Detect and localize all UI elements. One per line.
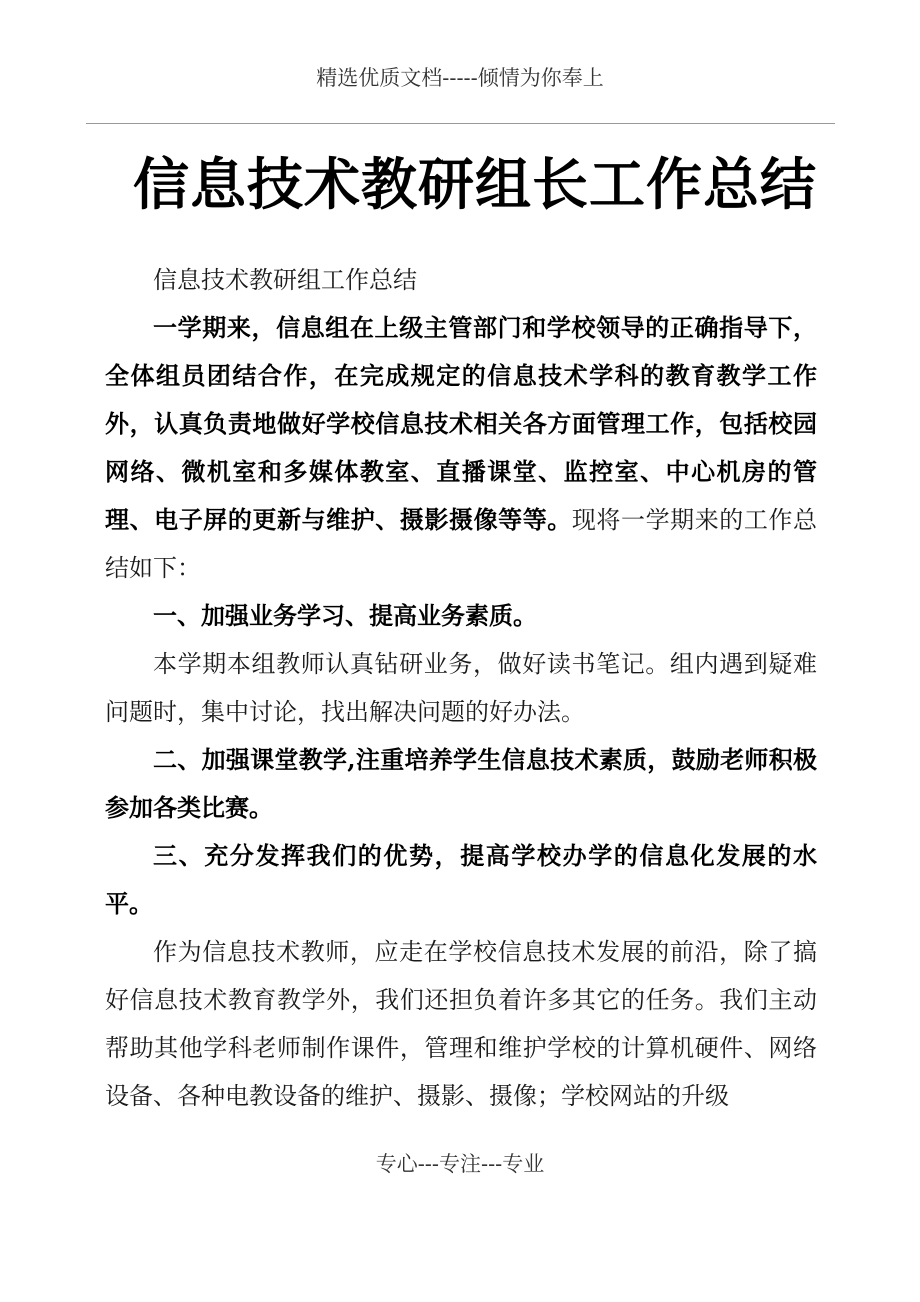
document-body bbox=[105, 256, 817, 1120]
intro-normal-text: 现将一学期来的工作总结如下： bbox=[105, 506, 818, 582]
page-header: 精选优质文档-----倾情为你奉上 bbox=[316, 66, 604, 90]
subtitle-paragraph: 信息技术教研组工作总结 bbox=[153, 266, 417, 294]
section2-heading: 二、加强课堂教学,注重培养学生信息技术素质，鼓励老师积极参加各类比赛。 bbox=[105, 745, 817, 822]
section1-body: 本学期本组教师认真钻研业务，做好读书笔记。组内遇到疑难问题时，集中讨论，找出解决问题的好办法。 bbox=[105, 650, 817, 726]
document-title: 信息技术教研组长工作总结 bbox=[133, 153, 817, 218]
section3-heading: 三、充分发挥我们的优势，提高学校办学的信息化发展的水平。 bbox=[105, 841, 817, 918]
header-divider bbox=[86, 123, 835, 124]
intro-paragraph bbox=[105, 304, 817, 592]
intro-bold-text: 一学期来，信息组在上级主管部门和学校领导的正确指导下，全体组员团结合作，在完成规定的信息技术学科的教育教学工作外，认真负责地做好学校信息技术相关各方面管理工作，包括校园网络、微机室和多媒体教室、直播课堂、监控室、中心机房的管理、电子屏的更新与维护、摄影摄像等等。 bbox=[105, 313, 817, 534]
section1-heading: 一、加强业务学习、提高业务素质。 bbox=[153, 601, 537, 630]
section3-body: 作为信息技术教师，应走在学校信息技术发展的前沿，除了搞好信息技术教育教学外，我们还担负着许多其它的任务。我们主动帮助其他学科老师制作课件，管理和维护学校的计算机硬件、网络设备、各种电教设备的维护、摄影、摄像；学校网站的升级 bbox=[105, 938, 817, 1110]
page-footer: 专心---专注---专业 bbox=[375, 1152, 545, 1176]
